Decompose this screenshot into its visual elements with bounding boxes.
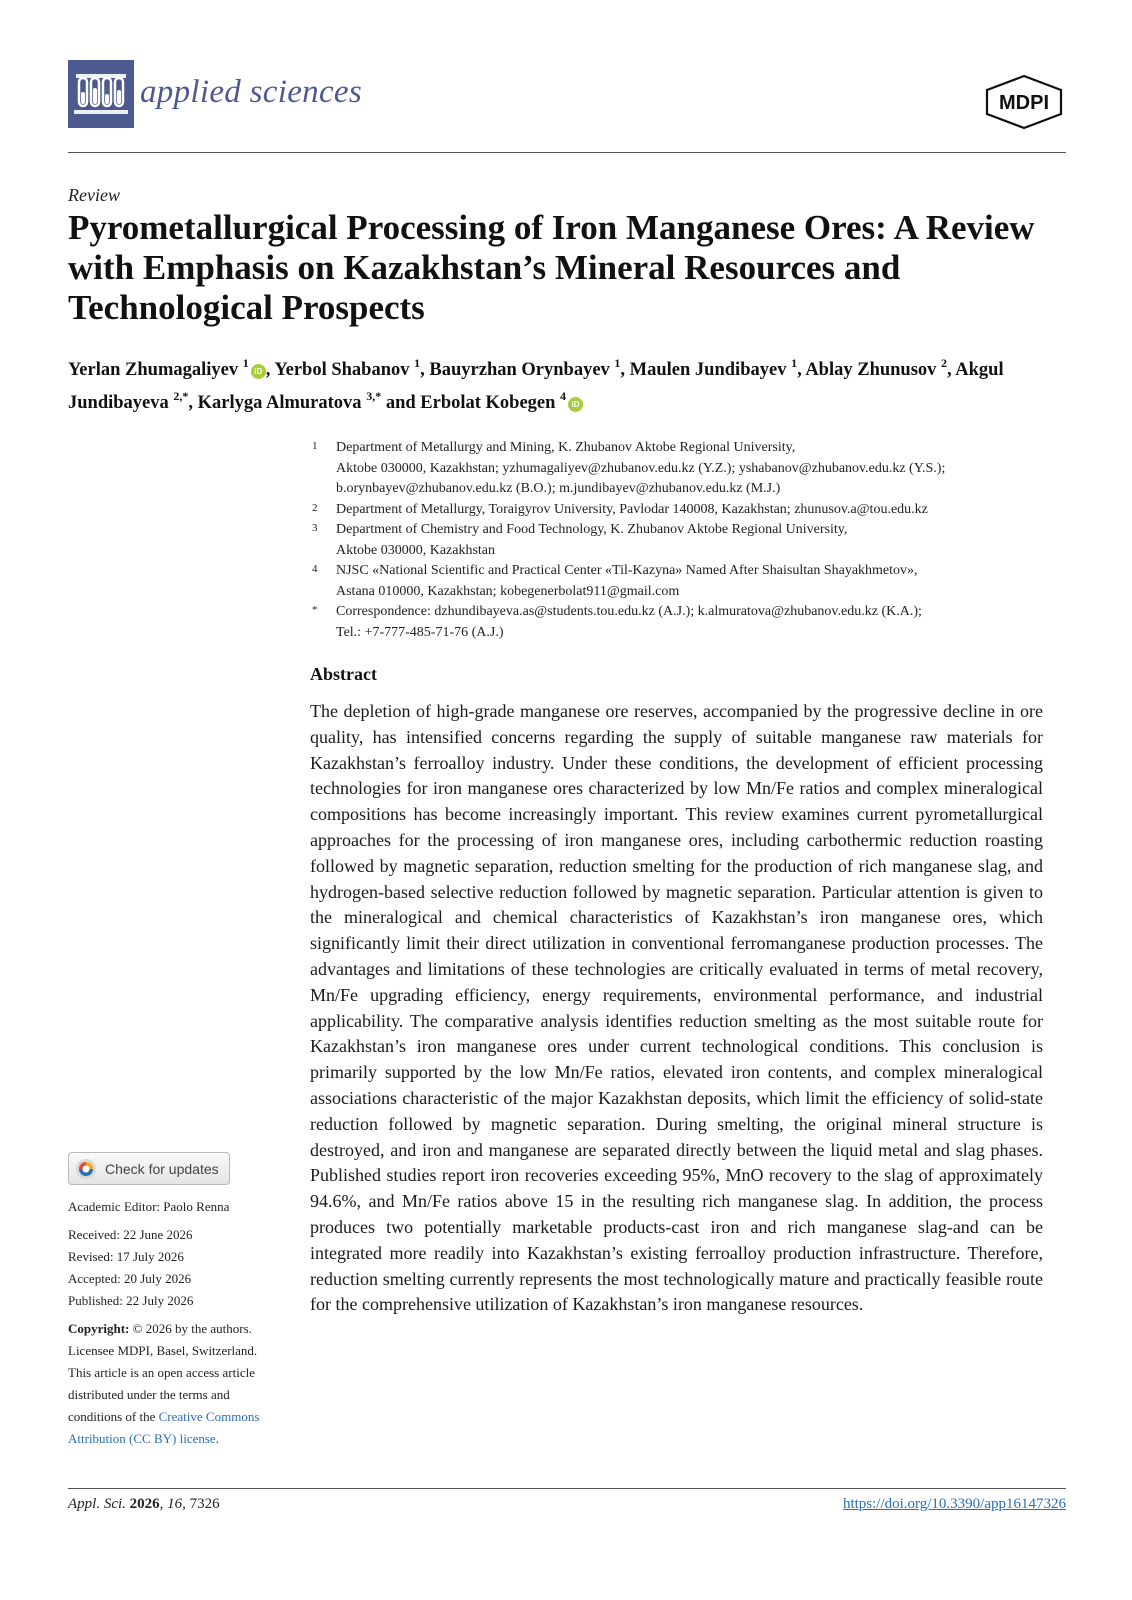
affiliation-text — [336, 500, 1070, 521]
author-name: Ablay Zhunusov — [805, 360, 937, 381]
affiliation-item — [310, 438, 1070, 500]
author-affiliation-mark: 2,* — [173, 389, 189, 404]
affiliation-line: Astana 010000, Kazakhstan; kobegenerbolat911@gmail.com — [336, 583, 680, 599]
received-date: Received: 22 June 2026 — [68, 1227, 193, 1242]
affiliation-line: Department of Chemistry and Food Technology, K. Zhubanov Aktobe Regional University, — [336, 522, 848, 537]
abstract-text: The depletion of high-grade manganese ore reserves, accompanied by the progressive decline in ore quality, has intensified concerns regarding the supply of suitable manganese raw materials for Kazakhstan’s ferroalloy industry. Under these conditions, the development of efficient processing technologies for iron manganese ores characterized by low Mn/Fe ratios and complex mineralogical compositions has become increasingly important. This review examines current pyrometallurgical approaches for the processing of iron manganese ores, including carbothermic reduction roasting followed by magnetic separation, reduction smelting for the production of rich manganese slag, and hydrogen-based selective reduction followed by magnetic separation. Particular attention is given to the mineralogical and chemical characteristics of Kazakhstan’s iron manganese ores, which significantly limit their direct utilization in conventional ferromanganese production processes. The advantages and limitations of these technologies are critically evaluated in terms of metal recovery, Mn/Fe upgrading efficiency, energy requirements, environmental performance, and industrial applicability. The comparative analysis identifies reduction smelting as the most suitable route for Kazakhstan’s iron manganese ores under current technological conditions. This conclusion is primarily supported by the low Mn/Fe ratios, elevated iron contents, and complex mineralogical associations characteristic of the major Kazakhstan deposits, which limit the efficiency of solid-state reduction followed by magnetic separation. During smelting, the original mineral structure is destroyed, and iron and manganese are separated directly between the liquid metal and slag phases. Published studies report iron recoveries exceeding 95%, MnO recovery to the slag of approximately 94.6%, and Mn/Fe ratios above 15 in the resulting rich manganese slag. In addition, the process produces two potentially marketable products-cast iron and rich manganese slag-and can be integrated more readily into Kazakhstan’s existing ferroalloy production infrastructure. Therefore, reduction smelting currently represents the most technologically mature and practically feasible route for the comprehensive utilization of Kazakhstan’s iron manganese resources. — [310, 701, 1043, 1315]
article-metadata-sidebar — [68, 1196, 288, 1450]
affiliation-item — [310, 602, 1070, 643]
copyright-line-3: This article is an open access article — [68, 1365, 255, 1380]
affiliation-text — [336, 438, 1070, 500]
author-affiliation-mark: 1 — [414, 356, 421, 370]
author-name: Bauyrzhan Orynbayev — [429, 360, 610, 381]
page-header — [68, 60, 1066, 134]
author-separator: , — [188, 393, 198, 414]
revised-date: Revised: 17 July 2026 — [68, 1249, 184, 1264]
copyright-label: Copyright: — [68, 1321, 130, 1336]
affiliation-mark: * — [312, 604, 318, 616]
author-affiliation-mark: 4 — [560, 389, 567, 404]
affiliation-line: Aktobe 030000, Kazakhstan — [336, 542, 496, 558]
copyright-conditions: conditions of the — [68, 1409, 159, 1424]
affiliation-item — [310, 561, 1070, 602]
citation-volume: 16 — [167, 1496, 183, 1512]
test-tubes-icon — [68, 60, 134, 128]
author-name: Karlyga Almuratova — [197, 393, 362, 414]
author-affiliation-mark: 2 — [941, 356, 948, 370]
affiliation-line: Tel.: +7-777-485-71-76 (A.J.) — [336, 624, 504, 640]
affiliation-text — [336, 520, 1070, 561]
orcid-icon[interactable]: iD — [251, 364, 266, 379]
author-affiliation-mark: 3,* — [366, 389, 382, 404]
affiliation-item — [310, 500, 1070, 521]
affiliation-line: Department of Metallurgy and Mining, K. Zhubanov Aktobe Regional University, — [336, 440, 796, 455]
citation-footer: Appl. Sci. 2026, 16, 7326 — [68, 1496, 220, 1512]
copyright-text: © 2026 by the authors. — [129, 1321, 252, 1336]
citation-year: 2026 — [129, 1496, 160, 1512]
author-name: Akgul Jundibayeva — [68, 360, 1004, 414]
license-link-part-2[interactable]: Attribution (CC BY) license — [68, 1431, 216, 1446]
affiliations — [310, 438, 1070, 643]
author-separator: , — [797, 360, 806, 381]
footer-divider — [68, 1488, 1066, 1489]
journal-abbrev: Appl. Sci. — [68, 1496, 126, 1512]
affiliation-line: NJSC «National Scientific and Practical Center «Til-Kazyna» Named After Shaisultan Shayakhmetov», — [336, 563, 918, 578]
affiliation-line: b.orynbayev@zhubanov.edu.kz (B.O.); m.jundibayev@zhubanov.edu.kz (M.J.) — [336, 481, 781, 496]
check-for-updates-button[interactable] — [68, 1152, 230, 1185]
affiliation-text — [336, 602, 1070, 643]
journal-name: applied sciences — [140, 74, 362, 110]
affiliation-mark: 3 — [312, 522, 318, 534]
publisher-logo — [982, 74, 1066, 130]
copyright-line-6 — [68, 1428, 288, 1450]
copyright-line-2: Licensee MDPI, Basel, Switzerland. — [68, 1343, 258, 1358]
author-affiliation-mark: 1 — [242, 356, 249, 370]
check-updates-label: Check for updates — [105, 1160, 219, 1177]
author-affiliation-mark: 1 — [791, 356, 798, 370]
license-link-part-1[interactable]: Creative Commons — [158, 1409, 260, 1424]
doi-link[interactable]: https://doi.org/10.3390/app16147326 — [842, 1496, 1066, 1512]
author-name: Maulen Jundibayev — [629, 360, 787, 381]
author-separator: , — [947, 360, 956, 381]
check-updates-icon — [75, 1158, 97, 1180]
license-end: . — [215, 1431, 219, 1446]
affiliation-mark: 1 — [312, 440, 318, 452]
affiliation-mark: 4 — [312, 563, 318, 575]
author-name: Yerbol Shabanov — [274, 360, 410, 381]
abstract-heading: Abstract — [310, 664, 377, 684]
copyright-line-5 — [68, 1406, 288, 1428]
author-separator: and — [381, 393, 421, 414]
copyright-line-4: distributed under the terms and — [68, 1387, 230, 1402]
article-title: Pyrometallurgical Processing of Iron Manganese Ores: A Review with Emphasis on Kazakhstan’s Mineral Resources and Technological Prospects — [68, 208, 1035, 327]
published-date: Published: 22 July 2026 — [68, 1293, 194, 1308]
header-divider — [68, 152, 1066, 153]
copyright-line-1 — [68, 1318, 288, 1340]
publisher-name: MDPI — [999, 92, 1049, 114]
article-type: Review — [68, 185, 120, 205]
author-name: Erbolat Kobegen — [420, 393, 556, 414]
affiliation-mark: 2 — [312, 501, 318, 514]
author-separator: , — [620, 360, 630, 381]
affiliation-line: Aktobe 030000, Kazakhstan; yzhumagaliyev@zhubanov.edu.kz (Y.Z.); yshabanov@zhubanov.edu.kz (Y.S.); — [336, 460, 946, 476]
affiliation-item — [310, 520, 1070, 561]
orcid-icon[interactable]: iD — [568, 397, 583, 412]
author-list — [68, 351, 1068, 417]
affiliation-line: Department of Metallurgy, Toraigyrov University, Pavlodar 140008, Kazakhstan; zhunusov.a@tou.edu.kz — [336, 501, 928, 517]
accepted-date: Accepted: 20 July 2026 — [68, 1271, 192, 1286]
author-separator: , — [265, 360, 275, 381]
article-number: 7326 — [189, 1496, 220, 1512]
academic-editor: Academic Editor: Paolo Renna — [68, 1199, 230, 1214]
author-separator: , — [420, 360, 430, 381]
author-affiliation-mark: 1 — [614, 356, 621, 370]
author-name: Yerlan Zhumagaliyev — [68, 360, 239, 381]
affiliation-line: Correspondence: dzhundibayeva.as@students.tou.edu.kz (A.J.); k.almuratova@zhubanov.edu.kz (K.A.); — [336, 604, 922, 619]
affiliation-text — [336, 561, 1070, 602]
